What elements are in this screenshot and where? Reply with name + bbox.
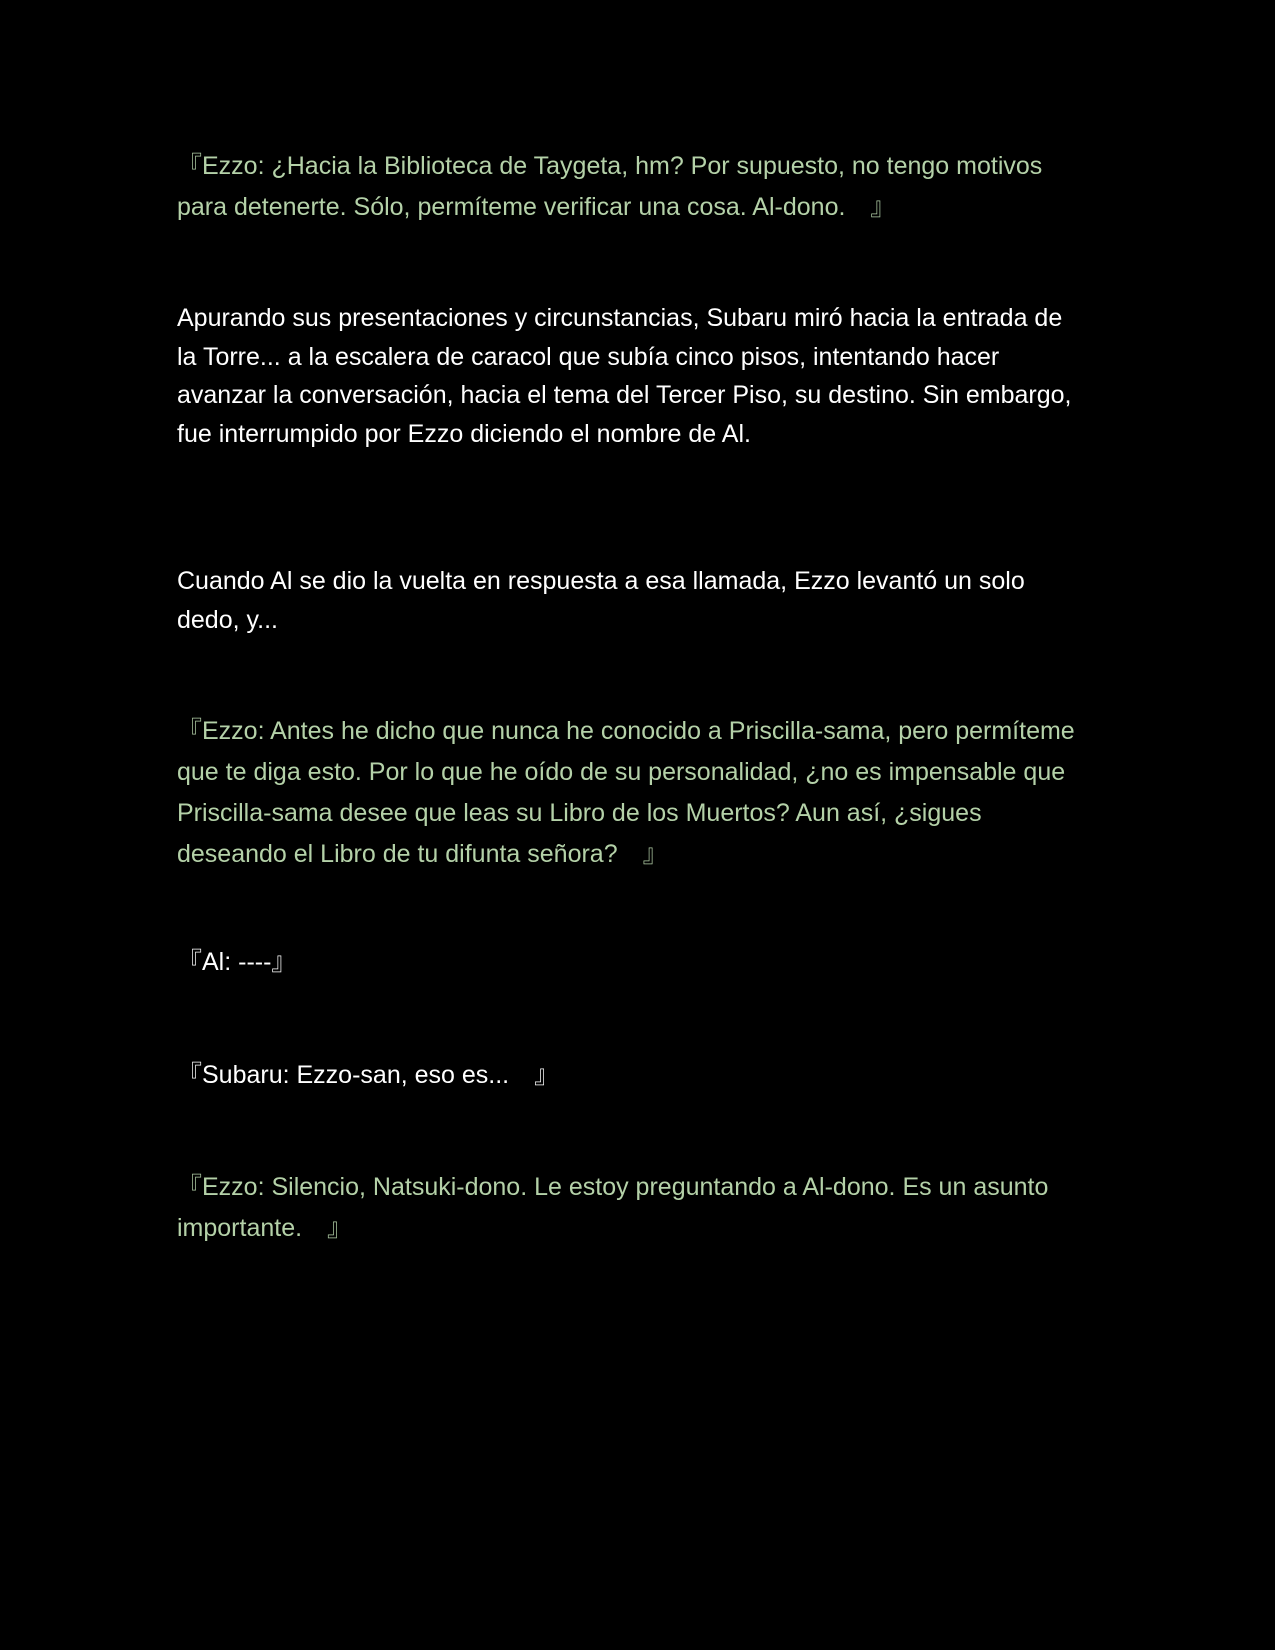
narration-paragraph-1: Apurando sus presentaciones y circunstancias, Subaru miró hacia la entrada de la Torre... a la escalera de caracol que subía cinco pisos, intentando hacer avanzar la conversación, hacia el tema del Tercer Piso, su destino. Sin embargo, fue interrumpido por Ezzo diciendo el nombre de Al. [177,304,1072,448]
dialogue-al: 『Al: ----』 [177,948,297,976]
dialogue-ezzo-3: 『Ezzo: Silencio, Natsuki-dono. Le estoy preguntando a Al-dono. Es un asunto importante. 』 [177,1173,1049,1242]
dialogue-ezzo-2: 『Ezzo: Antes he dicho que nunca he conocido a Priscilla-sama, pero permíteme que te diga esto. Por lo que he oído de su personalidad, ¿no es impensable que Priscilla-sama desee que leas su Libro de los Muertos? Aun así, ¿sigues deseando el Libro de tu difunta señora? 』 [177,717,1075,868]
dialogue-ezzo-1: 『Ezzo: ¿Hacia la Biblioteca de Taygeta, hm? Por supuesto, no tengo motivos para detenerte. Sólo, permíteme verificar una cosa. Al-dono. 』 [177,152,1043,221]
narration-paragraph-2: Cuando Al se dio la vuelta en respuesta a esa llamada, Ezzo levantó un solo dedo, y... [177,567,1025,634]
dialogue-subaru: 『Subaru: Ezzo-san, eso es... 』 [177,1061,560,1089]
